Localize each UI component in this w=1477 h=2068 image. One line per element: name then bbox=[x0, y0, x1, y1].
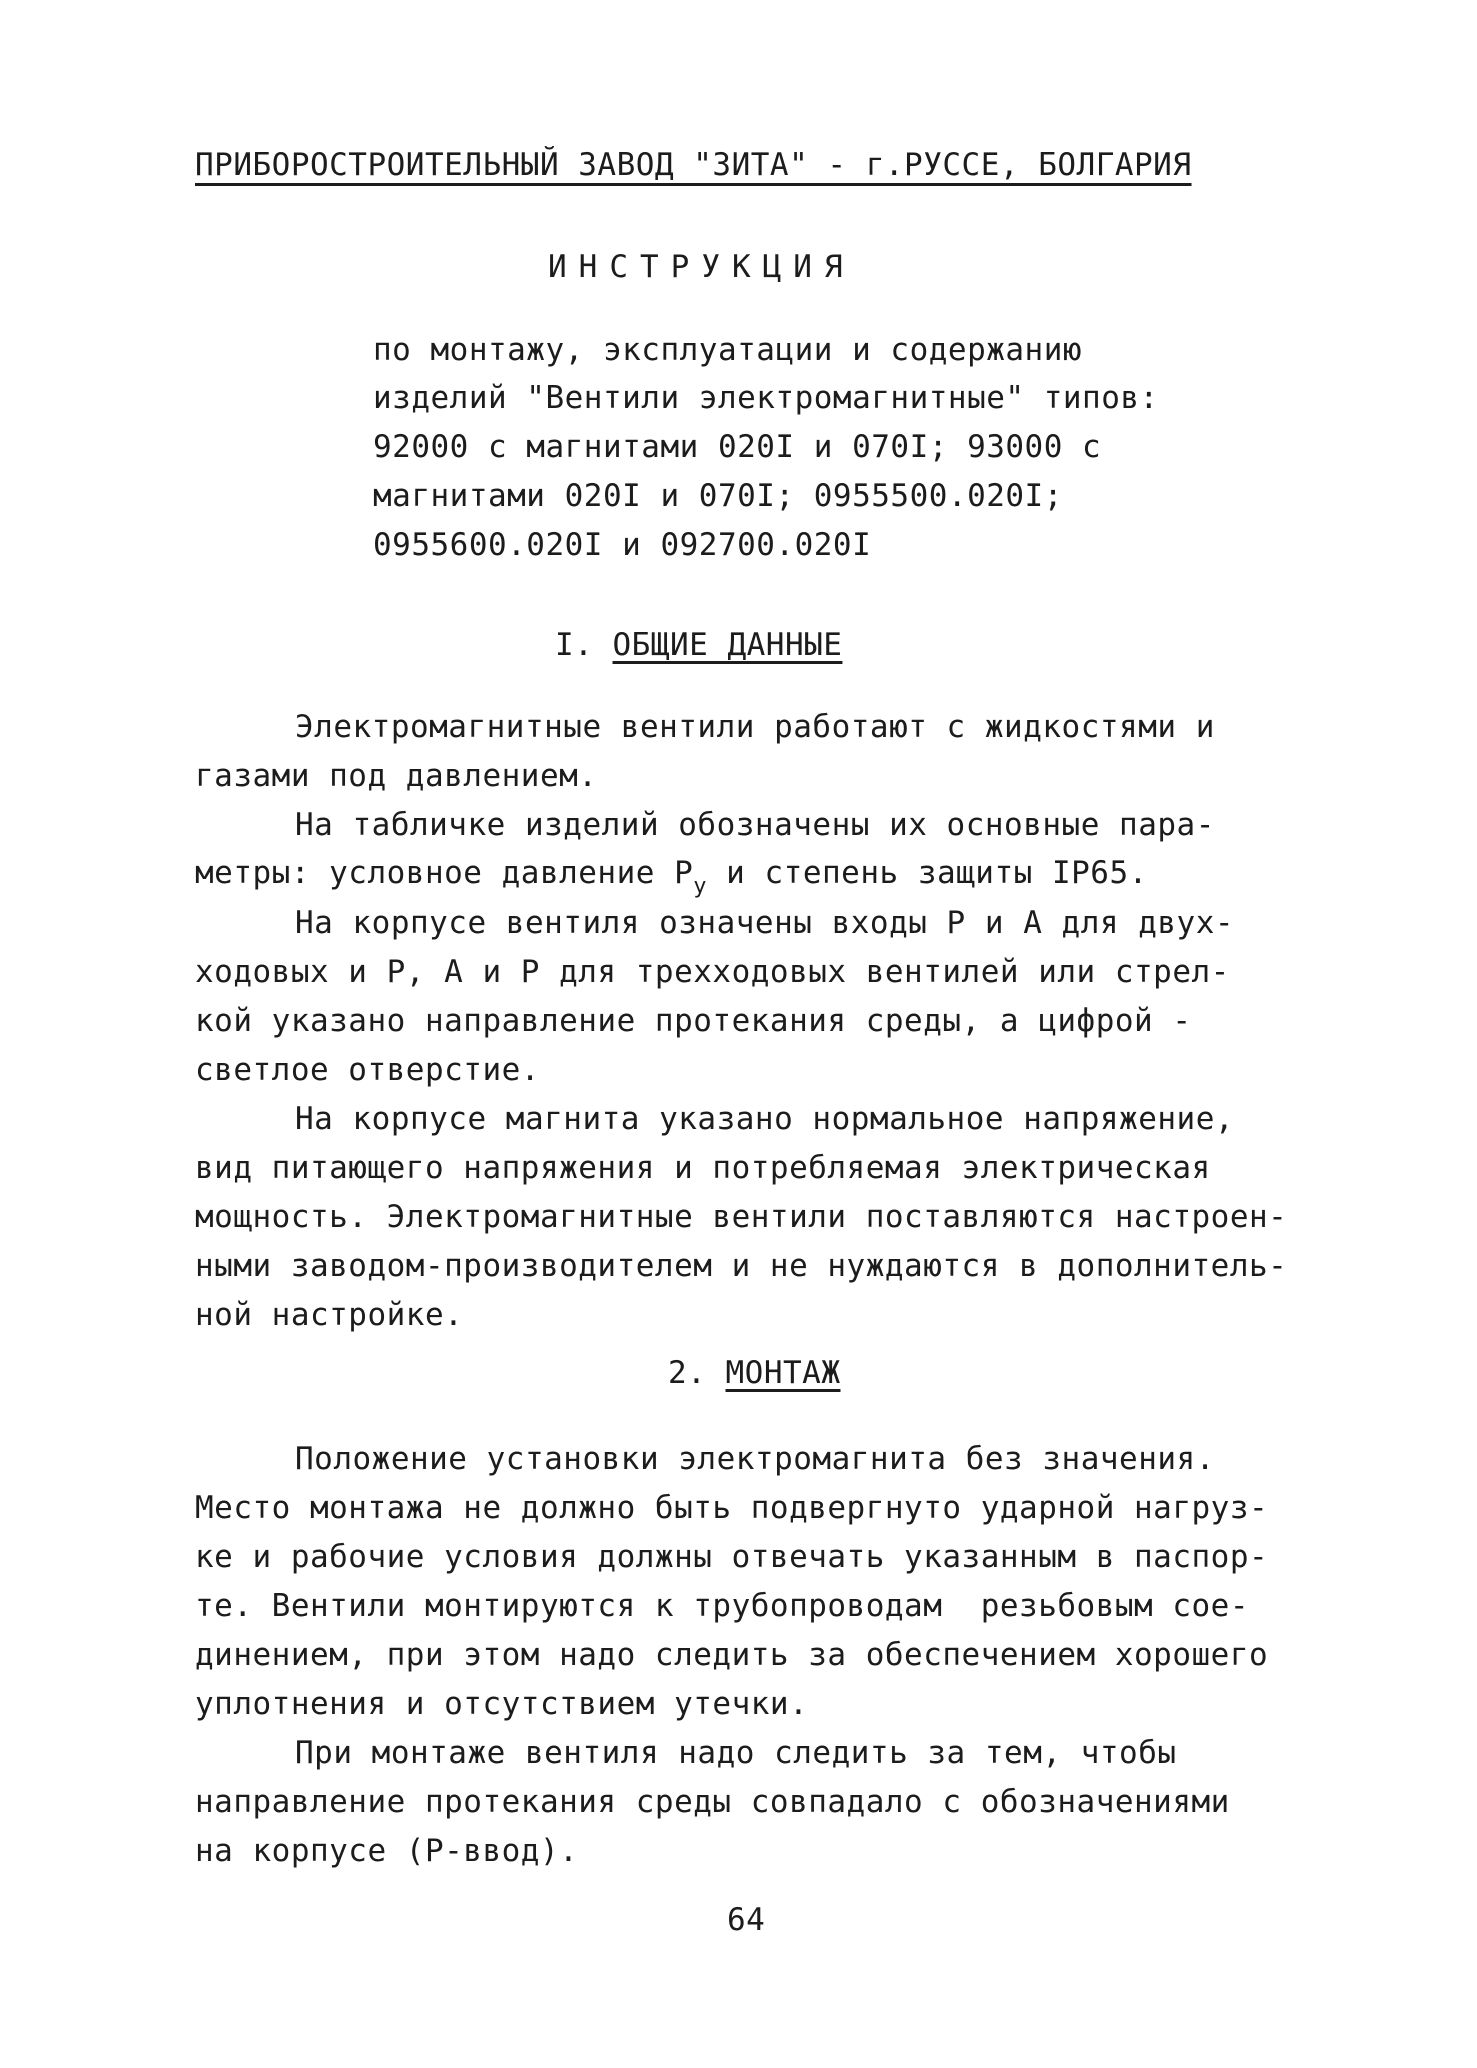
paragraph-line: уплотнения и отсутствием утечки. bbox=[195, 1686, 809, 1722]
subtitle-line: по монтажу, эксплуатации и содержанию bbox=[373, 332, 1083, 368]
section-2-title: МОНТАЖ bbox=[725, 1355, 841, 1391]
paragraph-line: На корпусе вентиля означены входы Р и А для двух- bbox=[295, 905, 1235, 941]
section-1-number: I. bbox=[555, 627, 594, 663]
page-header: ПРИБОРОСТРОИТЕЛЬНЫЙ ЗАВОД "ЗИТА" - г.РУССЕ, БОЛГАРИЯ bbox=[195, 147, 1192, 183]
page-number: 64 bbox=[727, 1902, 766, 1938]
paragraph-line: На табличке изделий обозначены их основные пара- bbox=[295, 807, 1215, 843]
paragraph-line: динением, при этом надо следить за обеспечением хорошего bbox=[195, 1637, 1269, 1673]
paragraph-line: вид питающего напряжения и потребляемая электрическая bbox=[195, 1150, 1211, 1186]
paragraph-line: ными заводом-производителем и не нуждаются в дополнитель- bbox=[195, 1248, 1288, 1284]
paragraph-line: те. Вентили монтируются к трубопроводам резьбовым сое- bbox=[195, 1588, 1249, 1624]
paragraph-line: При монтаже вентиля надо следить за тем, чтобы bbox=[295, 1735, 1177, 1771]
paragraph-line: газами под давлением. bbox=[195, 758, 598, 794]
paragraph-line-text: метры: условное давление Р bbox=[195, 855, 694, 891]
section-1-heading bbox=[555, 627, 843, 663]
paragraph-line: ходовых и Р, А и Р для трехходовых вентилей или стрел- bbox=[195, 954, 1230, 990]
document-title: ИНСТРУКЦИЯ bbox=[548, 249, 855, 285]
paragraph-line: на корпусе (Р-ввод). bbox=[195, 1833, 579, 1869]
paragraph-line: ке и рабочие условия должны отвечать указанным в паспор- bbox=[195, 1539, 1269, 1575]
subtitle-line: магнитами 020I и 070I; 0955500.020I; bbox=[373, 478, 1063, 514]
paragraph-line: Место монтажа не должно быть подвергнуто ударной нагруз- bbox=[195, 1490, 1269, 1526]
subscript-u: у bbox=[693, 874, 708, 899]
subtitle-line: 0955600.020I и 092700.020I bbox=[373, 527, 872, 563]
paragraph-line-text: и степень защиты IР65. bbox=[707, 855, 1148, 891]
paragraph-line: Электромагнитные вентили работают с жидкостями и bbox=[295, 709, 1215, 745]
section-1-title: ОБЩИЕ ДАННЫЕ bbox=[612, 627, 843, 663]
paragraph-line: ной настройке. bbox=[195, 1297, 464, 1333]
paragraph-line bbox=[195, 855, 1148, 899]
paragraph-line: На корпусе магнита указано нормальное напряжение, bbox=[295, 1101, 1235, 1137]
subtitle-line: изделий "Вентили электромагнитные" типов: bbox=[373, 380, 1159, 416]
section-2-heading bbox=[668, 1355, 841, 1391]
paragraph-line: Положение установки электромагнита без значения. bbox=[295, 1441, 1215, 1477]
paragraph-line: мощность. Электромагнитные вентили поставляются настроен- bbox=[195, 1199, 1288, 1235]
subtitle-line: 92000 с магнитами 020I и 070I; 93000 с bbox=[373, 429, 1102, 465]
paragraph-line: направление протекания среды совпадало с обозначениями bbox=[195, 1784, 1230, 1820]
paragraph-line: кой указано направление протекания среды, а цифрой - bbox=[195, 1003, 1192, 1039]
section-2-number: 2. bbox=[668, 1355, 707, 1391]
paragraph-line: светлое отверстие. bbox=[195, 1052, 540, 1088]
